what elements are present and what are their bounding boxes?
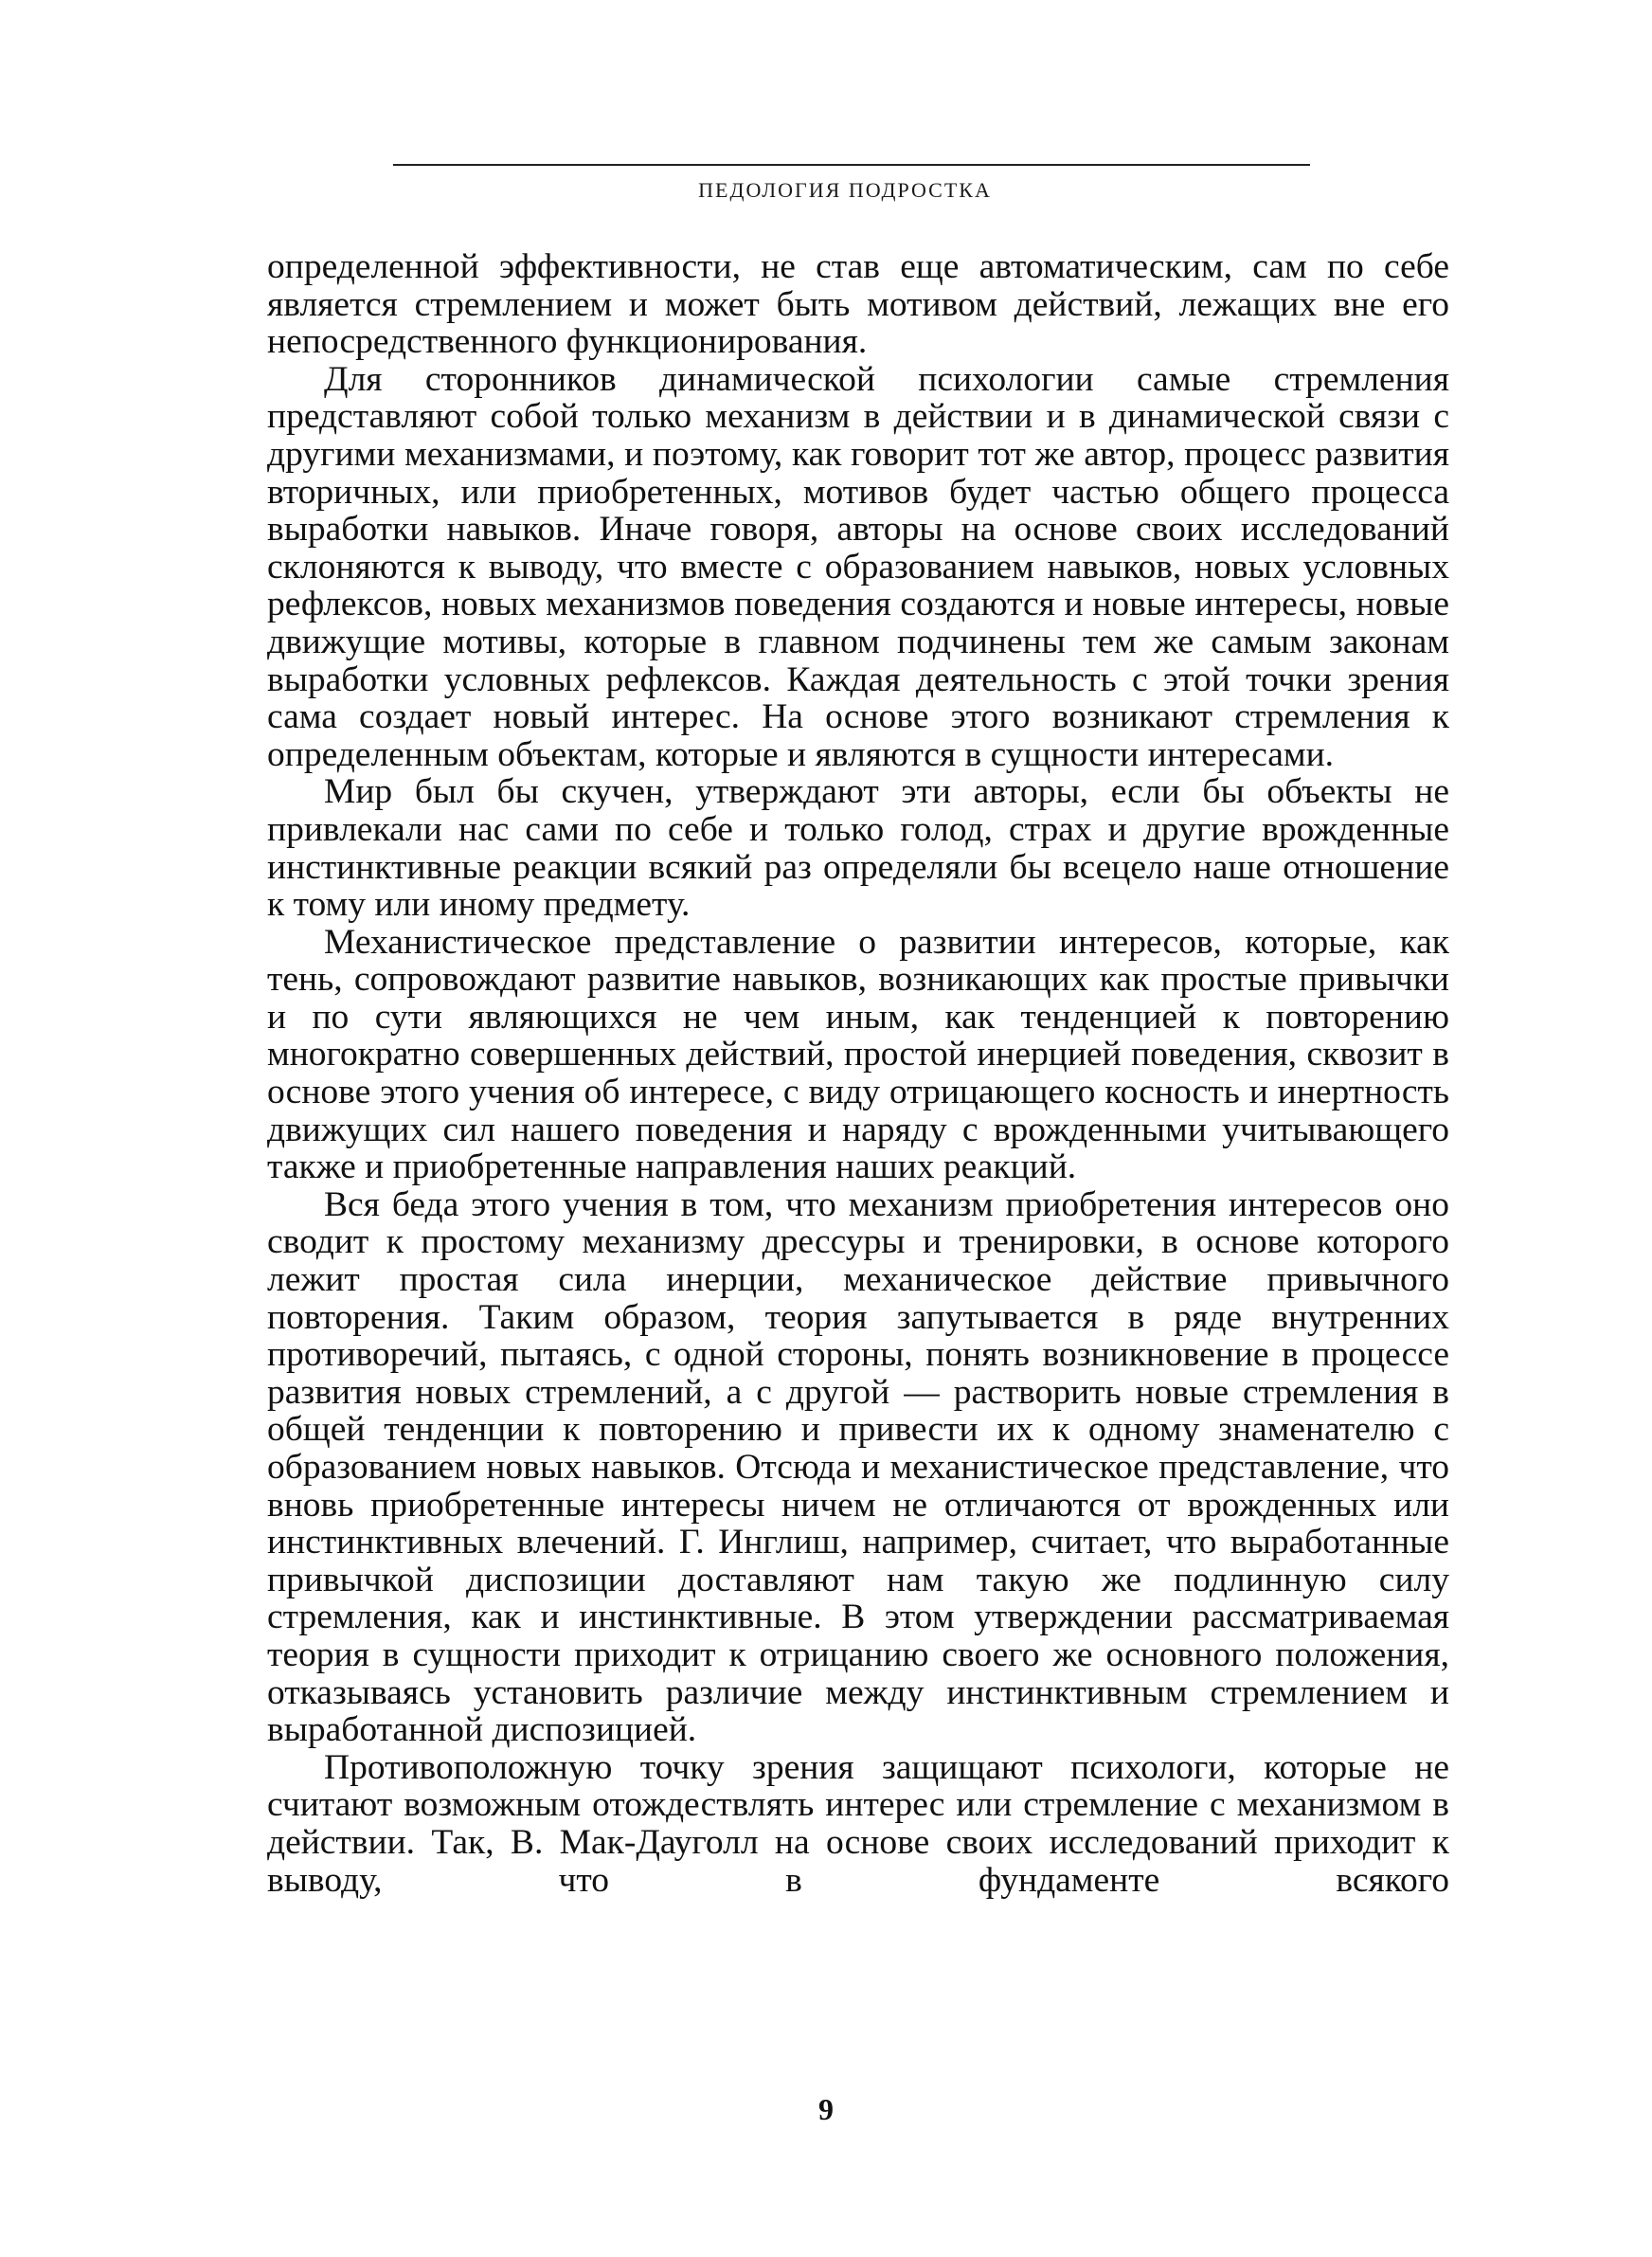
paragraph-5: Вся беда этого учения в том, что механизм приобретения интересов оно сводит к простому механизму дрессуры и тренировки, в основе которого лежит простая сила инерции, механическое действие привычного повторения. Таким образом, теория запутывается в ряде внутренних противоречий, пытаясь, с одной стороны, понять возникновение в процессе развития новых стремлений, а с другой — растворить новые стремления в общей тенденции к повторению и привести их к одному знаменателю с образованием новых навыков. Отсюда и механистическое представление, что вновь приобретенные интересы ничем не отличаются от врожденных или инстинктивных влечений. Г. Инглиш, например, считает, что выработанные привычкой диспозиции доставляют нам такую же подлинную силу стремления, как и инстинктивные. В этом утверждении рассматриваемая теория в сущности приходит к отрицанию своего же основного положения, отказываясь установить различие между инстинктивным стремлением и выработанной диспозицией. [267,1184,1449,1750]
paragraph-1: определенной эффективности, не став еще автоматическим, сам по себе является стремлением и может быть мотивом действий, лежащих вне его непосредственного функционирования. [267,247,1449,362]
running-head [0,178,1652,203]
body-text [267,248,1449,1899]
running-head-text: ПЕДОЛОГИЯ ПОДРОСТКА [698,178,992,202]
header-rule [393,164,1310,166]
paragraph-3: Мир был бы скучен, утверждают эти авторы, если бы объекты не привлекали нас сами по себе и только голод, страх и другие врожденные инстинктивные реакции всякий раз определяли бы всецело наше отношение к тому или иному предмету. [267,772,1449,925]
paragraph-6: Противоположную точку зрения защищают психологи, которые не считают возможным отождествлять интерес или стремление с механизмом в действии. Так, В. Мак-Дауголл на основе своих исследований приходит к выводу, что в фундаменте всякого [267,1747,1449,1900]
paragraph-4: Механистическое представление о развитии интересов, которые, как тень, сопровождают развитие навыков, возникающих как простые привычки и по сути являющихся не чем иным, как тенденцией к повторению многократно совершенных действий, простой инерцией поведения, сквозит в основе этого учения об интересе, с виду отрицающего косность и инертность движущих сил нашего поведения и наряду с врожденными учитывающего также и приобретенные направления наших реакций. [267,922,1449,1187]
paragraph-2: Для сторонников динамической психологии самые стремления представляют собой только механизм в действии и в динамической связи с другими механизмами, и поэтому, как говорит тот же автор, процесс развития вторичных, или приобретенных, мотивов будет частью общего процесса выработки навыков. Иначе говоря, авторы на основе своих исследований склоняются к выводу, что вместе с образованием навыков, новых условных рефлексов, новых механизмов поведения создаются и новые интересы, новые движущие мотивы, которые в главном подчинены тем же самым законам выработки условных рефлексов. Каждая деятельность с этой точки зрения сама создает новый интерес. На основе этого возникают стремления к определенным объектам, которые и являются в сущности интересами. [267,359,1449,774]
page-number: 9 [818,2092,834,2126]
